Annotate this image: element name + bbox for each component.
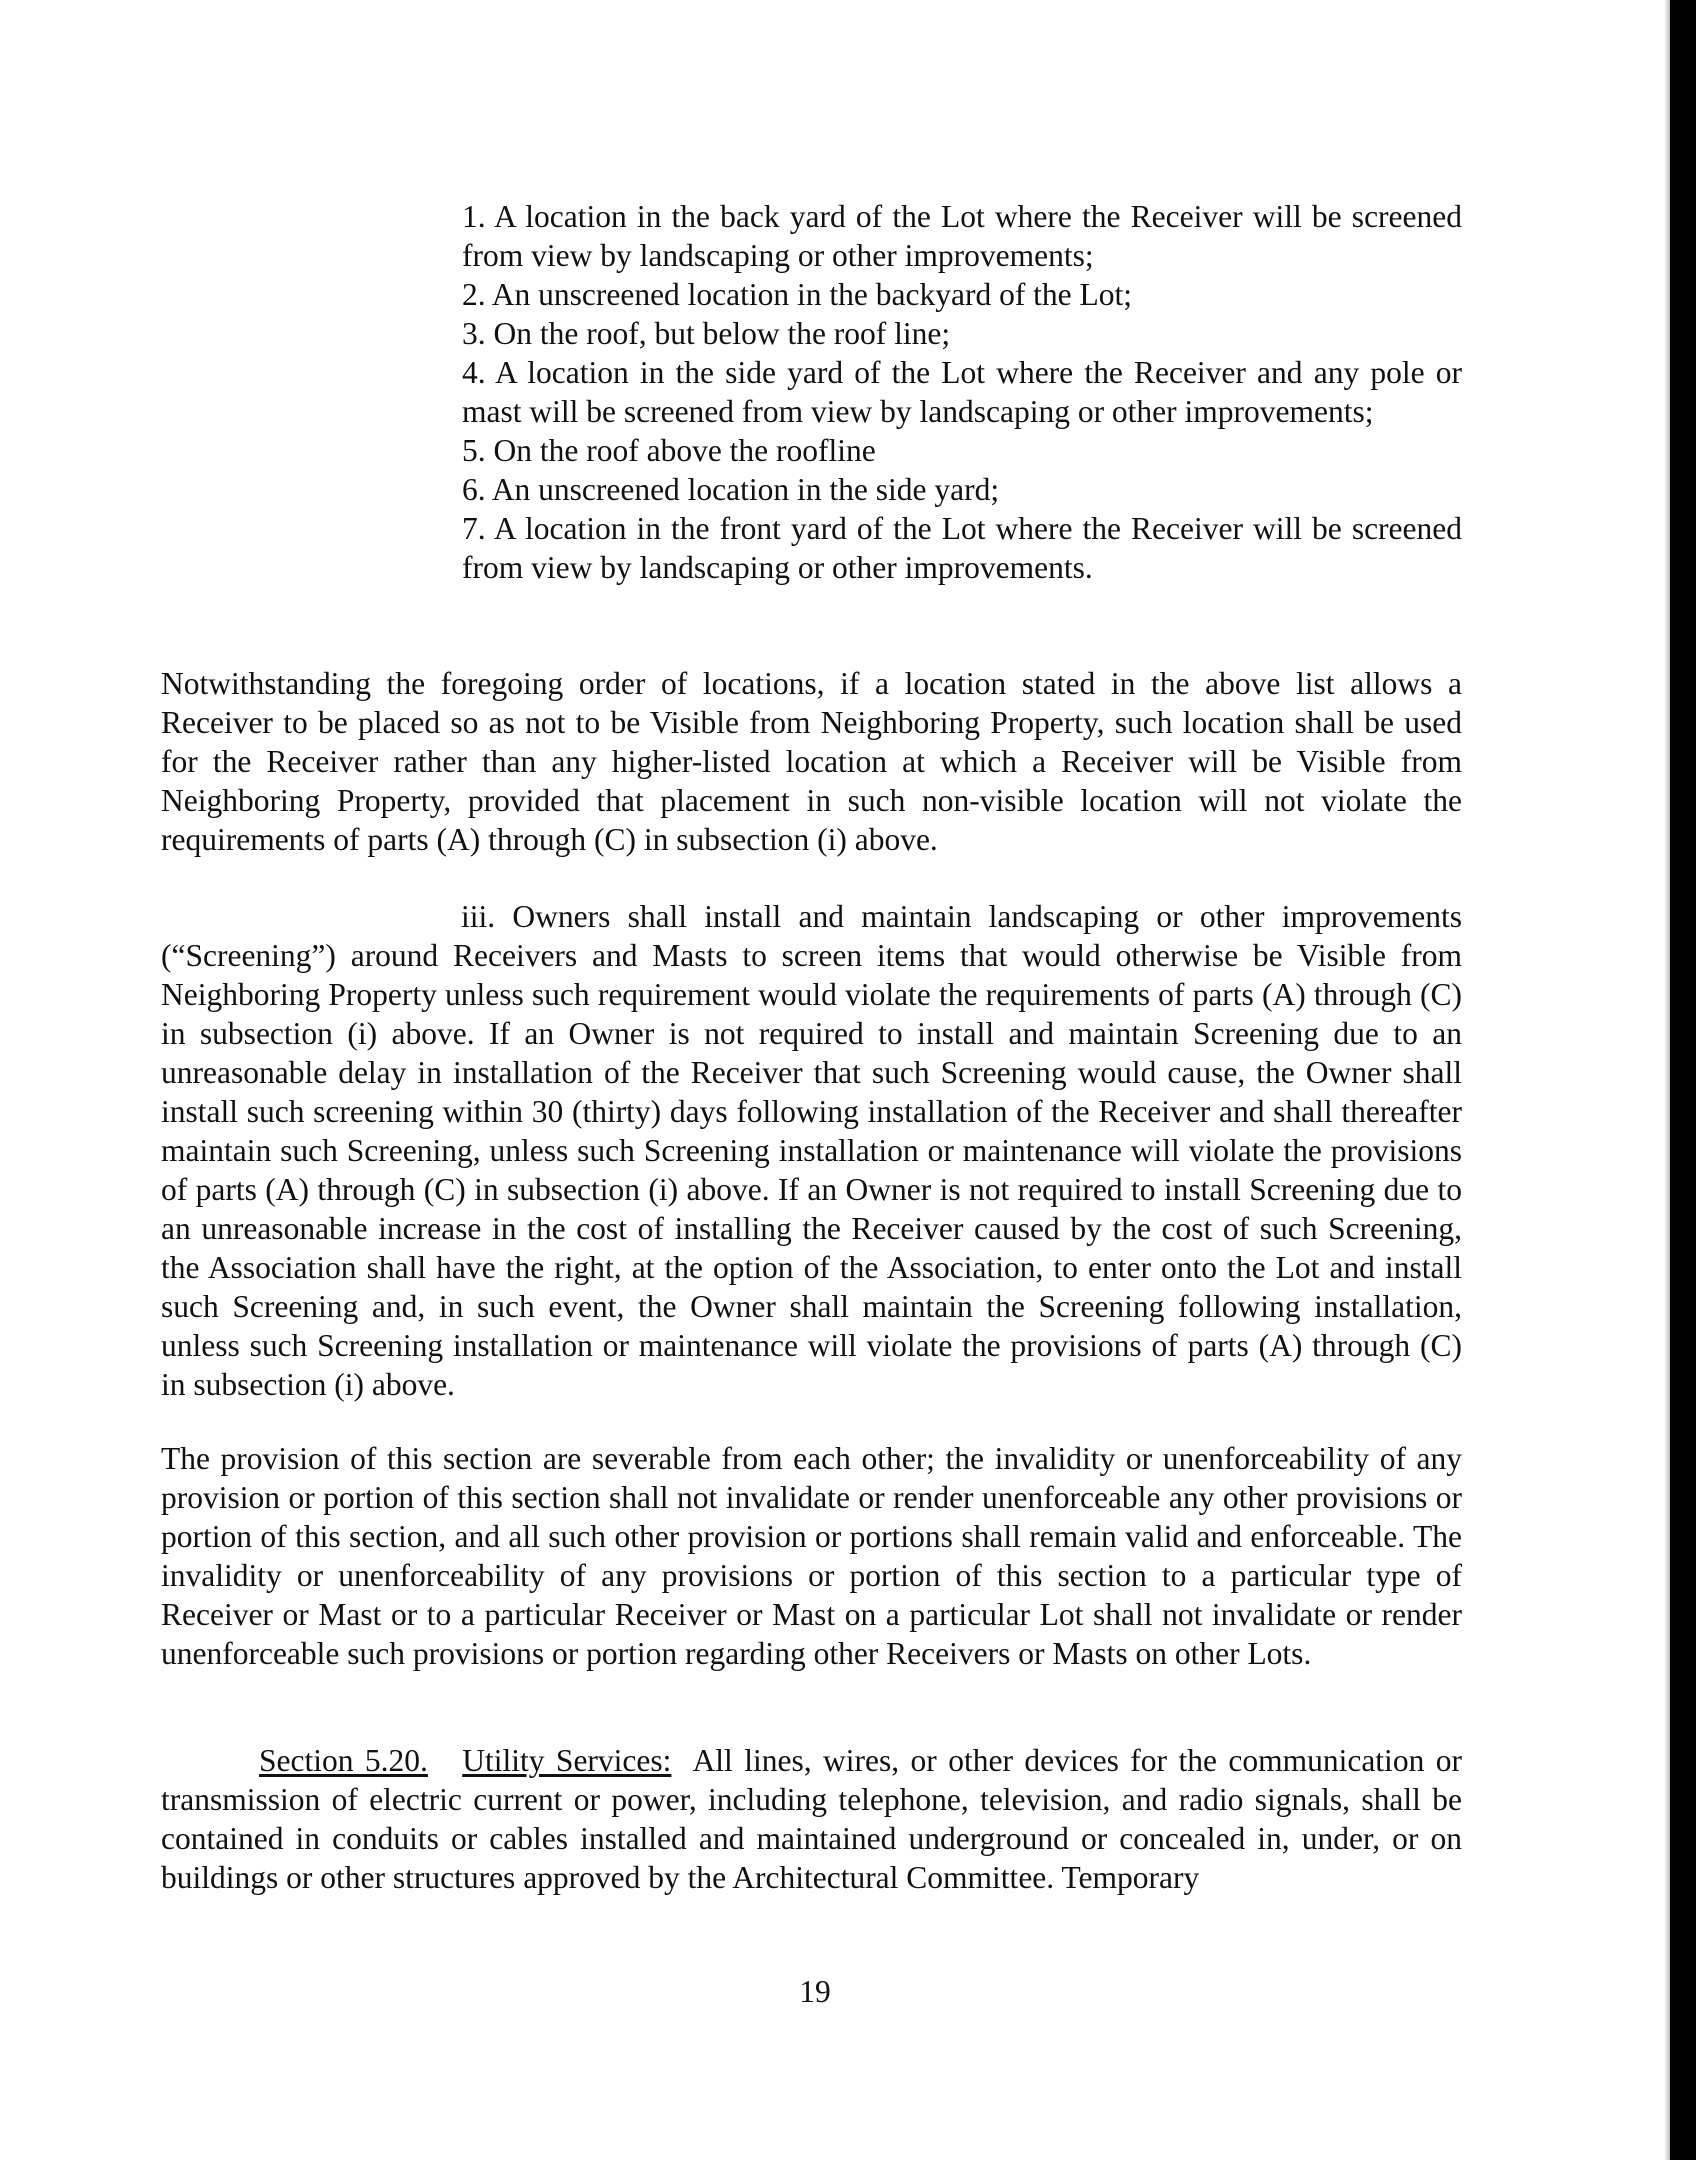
notwithstanding-paragraph: Notwithstanding the foregoing order of locations, if a location stated in the above list allows a Receiver to be placed so as not to be Visible from Neighboring Property, such location shall be used for the Receiver rather than any higher-listed location at which a Receiver will be Visible from Neighboring Property, provided that placement in such non-visible location will not violate the requirements of parts (A) through (C) in subsection (i) above. [161,666,1462,857]
section-heading: Utility Services: [462,1743,672,1778]
section-number: Section 5.20. [259,1743,428,1778]
list-item: 1. A location in the back yard of the Lot where the Receiver will be screened from view by landscaping or other improvements; [462,199,1462,273]
list-item: 6. An unscreened location in the side yard; [462,472,1000,507]
scan-edge-border [1670,0,1696,2160]
section-body: All lines, wires, or other devices for the communication or transmission of electric current or power, including telephone, television, and radio signals, shall be contained in conduits or cables installed and maintained underground or concealed in, under, or on buildings or other structures approved by the Architectural Committee. Temporary [161,1743,1462,1895]
location-priority-list [462,197,1462,587]
section-5-20-paragraph [161,1741,1462,1897]
list-item: 3. On the roof, but below the roof line; [462,316,951,351]
page-number: 19 [799,1974,831,2009]
list-item: 7. A location in the front yard of the Lot where the Receiver will be screened from view by landscaping or other improvements. [462,511,1462,585]
severability-paragraph: The provision of this section are severable from each other; the invalidity or unenforceability of any provision or portion of this section shall not invalidate or render unenforceable any other provisions or portion of this section, and all such other provision or portions shall remain valid and enforceable. The invalidity or unenforceability of any provisions or portion of this section to a particular type of Receiver or Mast or to a particular Receiver or Mast on a particular Lot shall not invalidate or render unenforceable such provisions or portion regarding other Receivers or Masts on other Lots. [161,1441,1462,1671]
list-item: 2. An unscreened location in the backyard of the Lot; [462,277,1133,312]
screening-paragraph: iii. Owners shall install and maintain landscaping or other improvements (“Screening”) around Receivers and Masts to screen items that would otherwise be Visible from Neighboring Property unless such requirement would violate the requirements of parts (A) through (C) in subsection (i) above. If an Owner is not required to install and maintain Screening due to an unreasonable delay in installation of the Receiver that such Screening would cause, the Owner shall install such screening within 30 (thirty) days following installation of the Receiver and shall thereafter maintain such Screening, unless such Screening installation or maintenance will violate the provisions of parts (A) through (C) in subsection (i) above. If an Owner is not required to install Screening due to an unreasonable increase in the cost of installing the Receiver caused by the cost of such Screening, the Association shall have the right, at the option of the Association, to enter onto the Lot and install such Screening and, in such event, the Owner shall maintain the Screening following installation, unless such Screening installation or maintenance will violate the provisions of parts (A) through (C) in subsection (i) above. [161,899,1462,1402]
list-item: 5. On the roof above the roofline [462,433,876,468]
list-item: 4. A location in the side yard of the Lot where the Receiver and any pole or mast will be screened from view by landscaping or other improvements; [462,355,1462,429]
